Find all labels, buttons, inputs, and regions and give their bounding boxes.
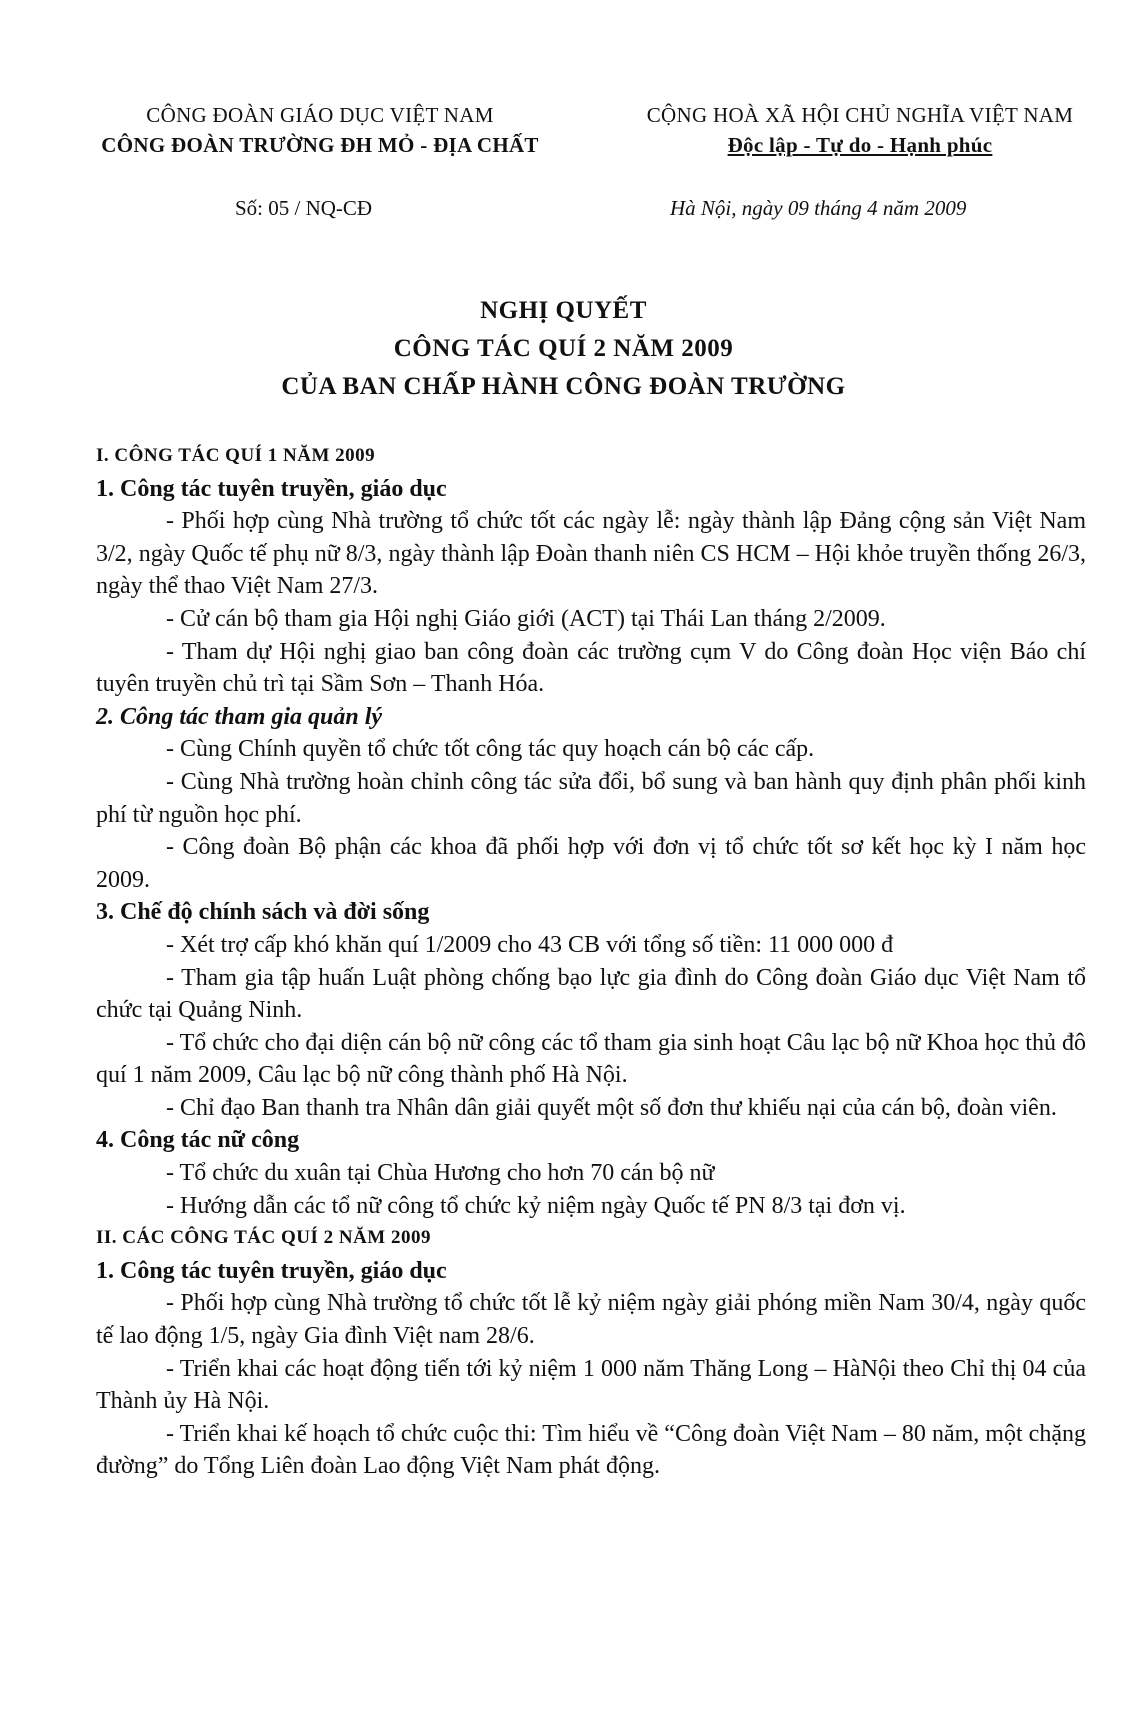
section-heading: I. CÔNG TÁC QUÍ 1 NĂM 2009	[96, 445, 376, 466]
subsection-heading: 1. Công tác tuyên truyền, giáo dục	[96, 475, 447, 502]
subsection-heading: 1. Công tác tuyên truyền, giáo dục	[96, 1257, 447, 1284]
national-motto: Độc lập - Tự do - Hạnh phúc	[727, 133, 993, 157]
section-heading: II. CÁC CÔNG TÁC QUÍ 2 NĂM 2009	[96, 1227, 431, 1249]
subsection-heading: 2. Công tác tham gia quản lý	[96, 703, 383, 730]
list-item: - Phối hợp cùng Nhà trường tổ chức tốt lễ kỷ niệm ngày giải phóng miền Nam 30/4, ngày quốc tế lao động 1/5, ngày Gia đình Việt nam 28/6.	[96, 1290, 1086, 1350]
list-item: - Triển khai kế hoạch tổ chức cuộc thi: Tìm hiểu về “Công đoàn Việt Nam – 80 năm, một chặng đường” do Tổng Liên đoàn Lao động Việt Nam phát động.	[96, 1420, 1086, 1480]
subsection-heading: 4. Công tác nữ công	[96, 1127, 300, 1154]
title-line-2: CÔNG TÁC QUÍ 2 NĂM 2009	[393, 335, 734, 362]
national-header	[600, 100, 1120, 160]
list-item: - Cùng Chính quyền tổ chức tốt công tác quy hoạch cán bộ các cấp.	[166, 736, 815, 763]
issuer-parent-org: CÔNG ĐOÀN GIÁO DỤC VIỆT NAM	[146, 103, 494, 127]
list-item: - Tham gia tập huấn Luật phòng chống bạo lực gia đình do Công đoàn Giáo dục Việt Nam tổ chức tại Quảng Ninh.	[96, 964, 1086, 1024]
list-item: - Phối hợp cùng Nhà trường tổ chức tốt các ngày lễ: ngày thành lập Đảng cộng sản Việt Nam 3/2, ngày Quốc tế phụ nữ 8/3, ngày thành lập Đoàn thanh niên CS HCM – Hội khỏe truyền thống 26/3, ngày thể thao Việt Nam 27/3.	[96, 508, 1086, 600]
document-number: Số: 05 / NQ-CĐ	[235, 196, 373, 220]
list-item: - Cùng Nhà trường hoàn chỉnh công tác sửa đổi, bổ sung và ban hành quy định phân phối kinh phí từ nguồn học phí.	[96, 768, 1086, 828]
subsection-heading: 3. Chế độ chính sách và đời sống	[96, 899, 430, 926]
document-body	[96, 440, 1086, 1483]
list-item: - Tổ chức du xuân tại Chùa Hương cho hơn 70 cán bộ nữ	[166, 1160, 715, 1187]
list-item: - Xét trợ cấp khó khăn quí 1/2009 cho 43 CB với tổng số tiền: 11 000 000 đ	[166, 931, 894, 958]
title-line-1: NGHỊ QUYẾT	[480, 297, 647, 324]
list-item: - Cử cán bộ tham gia Hội nghị Giáo giới (ACT) tại Thái Lan tháng 2/2009.	[166, 605, 886, 632]
document-title	[0, 292, 1127, 406]
list-item: - Chỉ đạo Ban thanh tra Nhân dân giải quyết một số đơn thư khiếu nại của cán bộ, đoàn viên.	[166, 1094, 1057, 1121]
list-item: - Tổ chức cho đại diện cán bộ nữ công các tổ tham gia sinh hoạt Câu lạc bộ nữ Khoa học thủ đô quí 1 năm 2009, Câu lạc bộ nữ công thành phố Hà Nội.	[96, 1029, 1086, 1089]
list-item: - Tham dự Hội nghị giao ban công đoàn các trường cụm V do Công đoàn Học viện Báo chí tuyên truyền chủ trì tại Sầm Sơn – Thanh Hóa.	[96, 638, 1086, 698]
national-title: CỘNG HOÀ XÃ HỘI CHỦ NGHĨA VIỆT NAM	[646, 103, 1074, 127]
title-line-3: CỦA BAN CHẤP HÀNH CÔNG ĐOÀN TRƯỜNG	[281, 373, 846, 400]
list-item: - Hướng dẫn các tổ nữ công tổ chức kỷ niệm ngày Quốc tế PN 8/3 tại đơn vị.	[166, 1192, 906, 1219]
issuer-header	[60, 100, 580, 160]
place-and-date: Hà Nội, ngày 09 tháng 4 năm 2009	[670, 196, 967, 220]
issuer-org: CÔNG ĐOÀN TRƯỜNG ĐH MỎ - ĐỊA CHẤT	[101, 133, 539, 157]
list-item: - Công đoàn Bộ phận các khoa đã phối hợp với đơn vị tổ chức tốt sơ kết học kỳ I năm học 2009.	[96, 834, 1086, 893]
list-item: - Triển khai các hoạt động tiến tới kỷ niệm 1 000 năm Thăng Long – HàNội theo Chỉ thị 04 của Thành ủy Hà Nội.	[96, 1355, 1086, 1415]
